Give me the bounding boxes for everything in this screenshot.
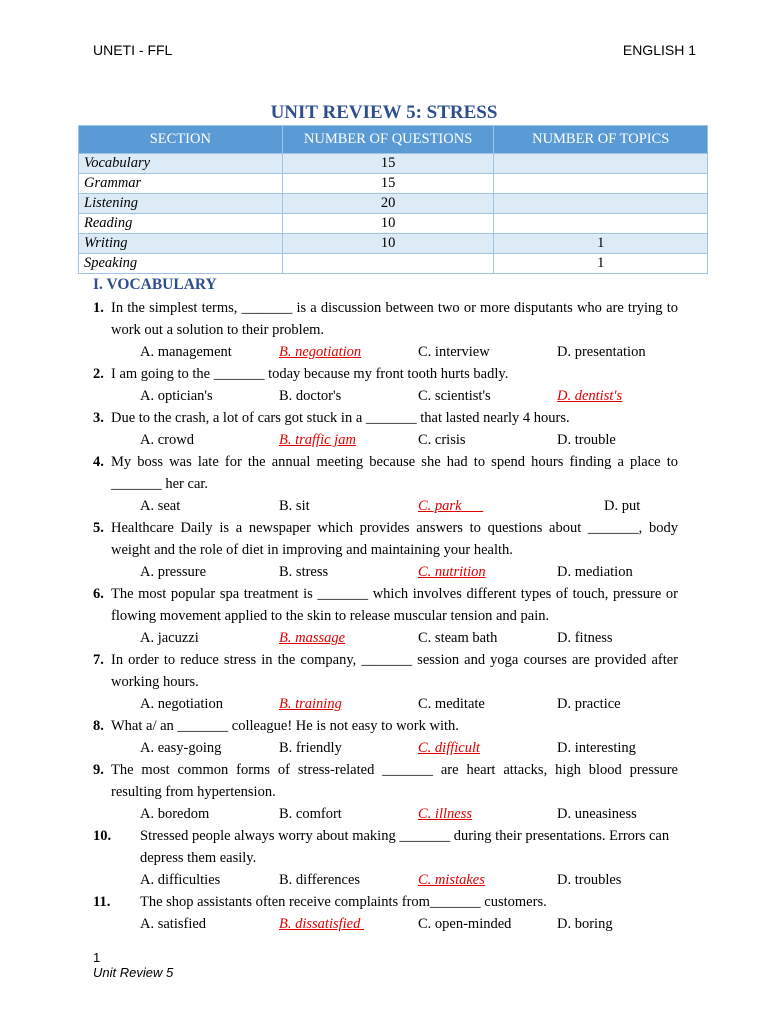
correct-answer-option: D. dentist's xyxy=(557,388,623,404)
answer-options xyxy=(0,341,768,363)
question-text: Due to the crash, a lot of cars got stuck in a _______ that lasted nearly 4 hours. xyxy=(111,410,570,426)
correct-answer-option: C. nutrition xyxy=(418,564,486,580)
answer-option: D. fitness xyxy=(557,630,613,646)
cell-topics xyxy=(494,194,708,214)
question-text: My boss was late for the annual meeting because she had to spend hours finding a place to _______ her car. xyxy=(111,454,678,492)
answer-option: C. interview xyxy=(418,344,490,360)
col-header-topics: NUMBER OF TOPICS xyxy=(494,126,708,154)
cell-section: Listening xyxy=(79,194,283,214)
answer-option: D. troubles xyxy=(557,872,622,888)
question-text: Healthcare Daily is a newspaper which provides answers to questions about _______, body weight and the role of diet in improving and maintaining your health. xyxy=(111,520,678,558)
table-row xyxy=(79,174,708,194)
question-number: 7. xyxy=(93,652,104,668)
question-item xyxy=(0,407,768,451)
cell-topics: 1 xyxy=(494,234,708,254)
page-title: UNIT REVIEW 5: STRESS xyxy=(270,102,498,123)
question-item xyxy=(0,825,768,891)
question-item xyxy=(0,649,768,715)
cell-questions: 15 xyxy=(282,154,494,174)
question-number: 11. xyxy=(93,894,111,910)
page-number: 1 xyxy=(93,950,101,965)
question-item xyxy=(0,363,768,407)
cell-section: Writing xyxy=(79,234,283,254)
question-item xyxy=(0,583,768,649)
question-number: 5. xyxy=(93,520,104,536)
answer-option: C. open-minded xyxy=(418,916,512,932)
table-row xyxy=(79,214,708,234)
answer-option: D. uneasiness xyxy=(557,806,637,822)
question-item xyxy=(0,451,768,517)
answer-option: D. put xyxy=(604,498,641,514)
answer-option: C. meditate xyxy=(418,696,485,712)
answer-option: A. boredom xyxy=(140,806,210,822)
header-right: ENGLISH 1 xyxy=(622,42,696,58)
correct-answer-option: B. negotiation xyxy=(279,344,362,360)
cell-questions: 15 xyxy=(282,174,494,194)
question-text: In the simplest terms, _______ is a discussion between two or more disputants who are trying to work out a solution to their problem. xyxy=(111,300,678,338)
table-header-row xyxy=(79,126,708,154)
cell-topics xyxy=(494,174,708,194)
question-number: 4. xyxy=(93,454,104,470)
answer-option: D. presentation xyxy=(557,344,646,360)
correct-answer-option: B. dissatisfied xyxy=(279,916,364,932)
footer-label: Unit Review 5 xyxy=(93,965,174,980)
question-number: 6. xyxy=(93,586,104,602)
correct-answer-option: C. mistakes xyxy=(418,872,485,888)
question-number: 3. xyxy=(93,410,104,426)
answer-options xyxy=(0,627,768,649)
correct-answer-option: B. training xyxy=(279,696,342,712)
correct-answer-option: C. difficult xyxy=(418,740,481,756)
answer-option: B. sit xyxy=(279,498,310,514)
answer-option: D. boring xyxy=(557,916,613,932)
question-text: I am going to the _______ today because my front tooth hurts badly. xyxy=(111,366,509,382)
question-number: 9. xyxy=(93,762,104,778)
cell-section: Reading xyxy=(79,214,283,234)
summary-table xyxy=(78,125,708,274)
question-item xyxy=(0,891,768,935)
table-row xyxy=(79,254,708,274)
cell-questions: 20 xyxy=(282,194,494,214)
answer-option: D. practice xyxy=(557,696,621,712)
question-number: 2. xyxy=(93,366,104,382)
question-item xyxy=(0,297,768,363)
answer-options xyxy=(0,561,768,583)
cell-questions: 10 xyxy=(282,234,494,254)
question-number: 8. xyxy=(93,718,104,734)
correct-answer-option: B. traffic jam xyxy=(279,432,356,448)
answer-option: A. jacuzzi xyxy=(140,630,199,646)
question-text: The most popular spa treatment is _______ which involves different types of touch, pressure or flowing movement applied to the skin to release muscular tension and pain. xyxy=(111,586,678,624)
answer-option: B. friendly xyxy=(279,740,342,756)
answer-option: B. stress xyxy=(279,564,329,580)
answer-option: B. doctor's xyxy=(279,388,342,404)
answer-option: A. negotiation xyxy=(140,696,223,712)
question-number: 10. xyxy=(93,828,112,844)
question-text: In order to reduce stress in the company, _______ session and yoga courses are provided after working hours. xyxy=(111,652,678,690)
col-header-questions: NUMBER OF QUESTIONS xyxy=(282,126,494,154)
cell-section: Vocabulary xyxy=(79,154,283,174)
answer-option: C. steam bath xyxy=(418,630,498,646)
answer-options xyxy=(0,385,768,407)
answer-option: D. interesting xyxy=(557,740,636,756)
answer-option: D. trouble xyxy=(557,432,616,448)
question-text: The most common forms of stress-related _______ are heart attacks, high blood pressure resulting from hypertension. xyxy=(111,762,678,800)
answer-option: A. easy-going xyxy=(140,740,222,756)
answer-option: A. crowd xyxy=(140,432,194,448)
answer-options xyxy=(0,737,768,759)
question-number: 1. xyxy=(93,300,104,316)
answer-option: A. seat xyxy=(140,498,181,514)
cell-section: Speaking xyxy=(79,254,283,274)
answer-option: A. management xyxy=(140,344,232,360)
answer-option: A. optician's xyxy=(140,388,213,404)
cell-section: Grammar xyxy=(79,174,283,194)
answer-options xyxy=(0,803,768,825)
answer-option: C. scientist's xyxy=(418,388,491,404)
question-list xyxy=(0,297,768,935)
section-heading-vocabulary: I. VOCABULARY xyxy=(93,276,217,293)
question-item xyxy=(0,759,768,825)
cell-questions: 10 xyxy=(282,214,494,234)
answer-option: B. differences xyxy=(279,872,361,888)
answer-option: A. difficulties xyxy=(140,872,221,888)
cell-topics xyxy=(494,154,708,174)
question-text: What a/ an _______ colleague! He is not easy to work with. xyxy=(111,718,459,734)
col-header-section: SECTION xyxy=(79,126,283,154)
correct-answer-option: B. massage xyxy=(279,630,346,646)
answer-options xyxy=(0,913,768,935)
question-text: The shop assistants often receive complaints from_______ customers. xyxy=(140,894,547,910)
answer-option: B. comfort xyxy=(279,806,342,822)
answer-options xyxy=(0,693,768,715)
answer-option: C. crisis xyxy=(418,432,466,448)
correct-answer-option: C. park xyxy=(418,498,484,514)
answer-options xyxy=(0,495,768,517)
answer-options xyxy=(0,869,768,891)
answer-option: A. satisfied xyxy=(140,916,207,932)
table-row xyxy=(79,194,708,214)
header-left: UNETI - FFL xyxy=(93,42,173,58)
cell-topics xyxy=(494,214,708,234)
table-row xyxy=(79,234,708,254)
table-row xyxy=(79,154,708,174)
answer-options xyxy=(0,429,768,451)
correct-answer-option: C. illness xyxy=(418,806,472,822)
question-text: Stressed people always worry about making _______ during their presentations. Errors can depress them easily. xyxy=(140,828,670,866)
answer-option: A. pressure xyxy=(140,564,207,580)
answer-option: D. mediation xyxy=(557,564,633,580)
question-item xyxy=(0,517,768,583)
cell-questions xyxy=(282,254,494,274)
cell-topics: 1 xyxy=(494,254,708,274)
question-item xyxy=(0,715,768,759)
